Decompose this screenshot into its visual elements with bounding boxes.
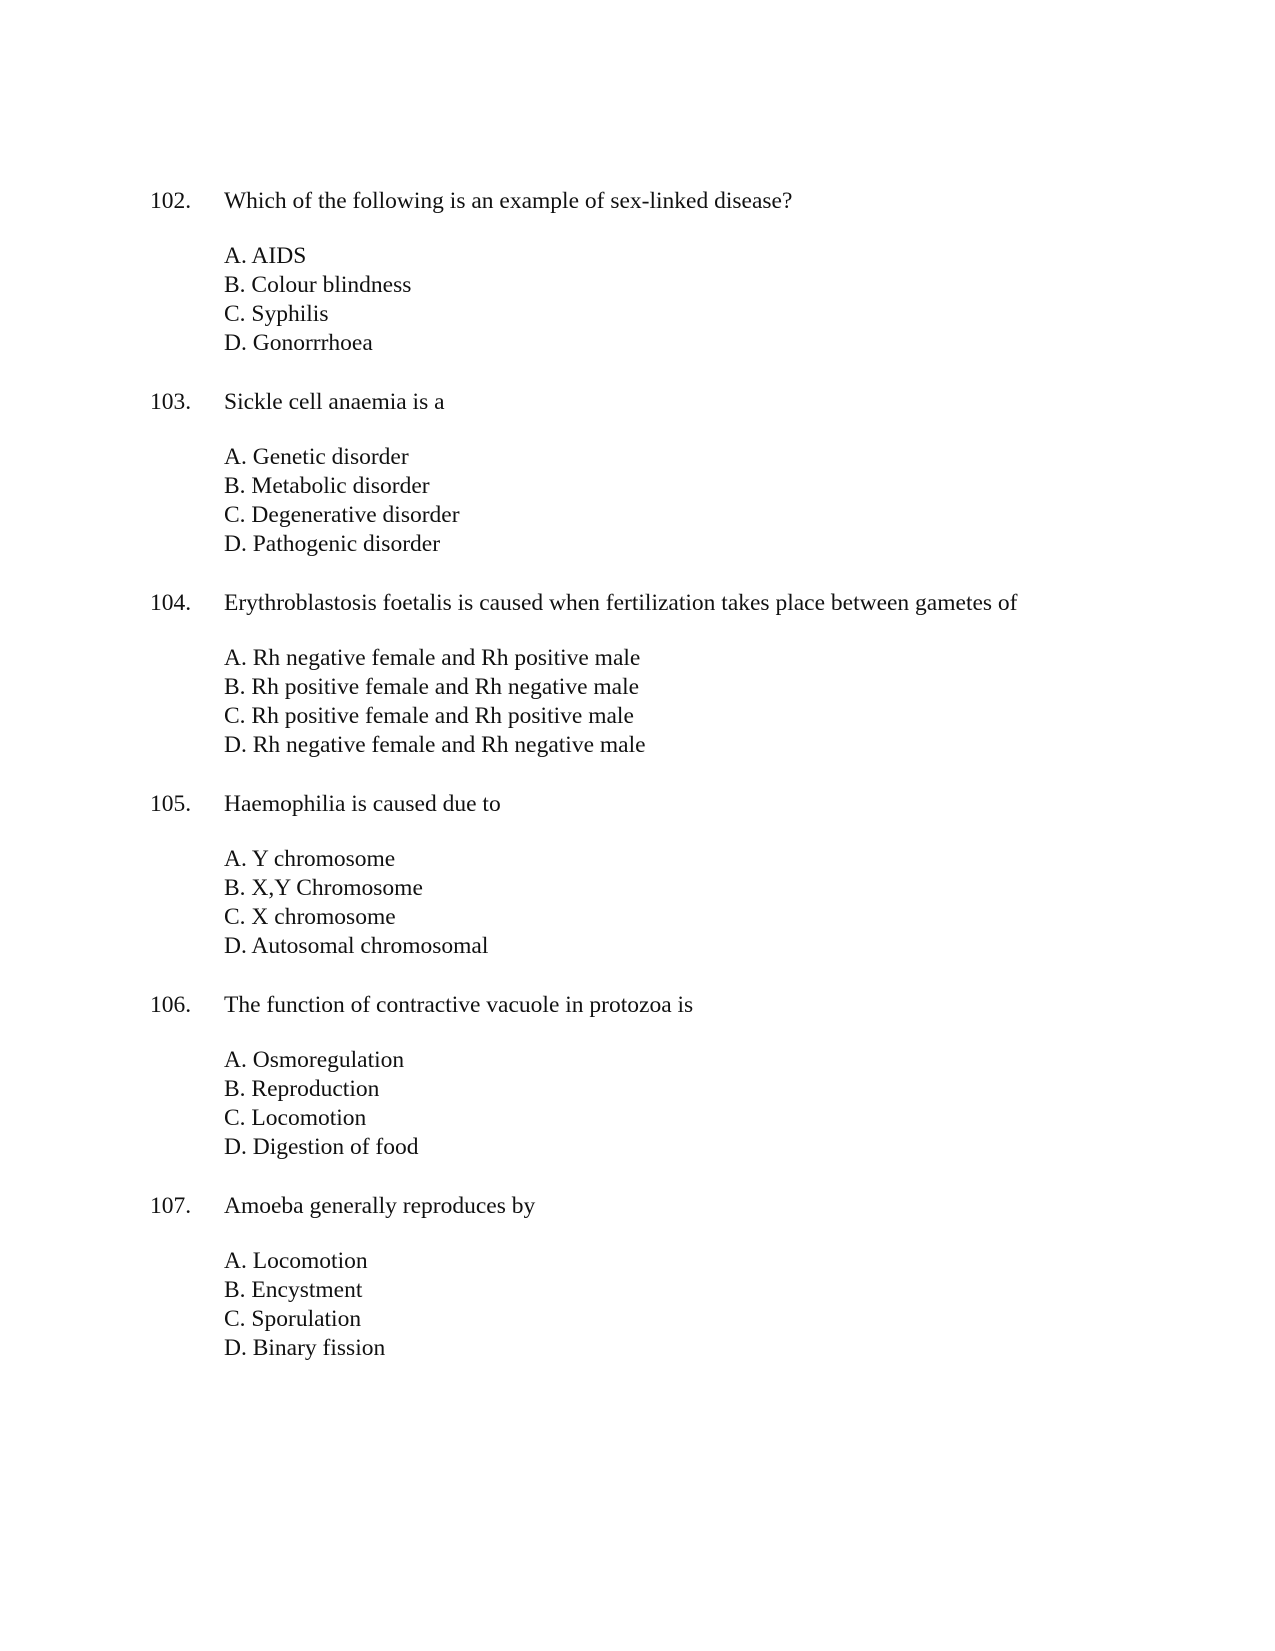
option-list	[224, 443, 460, 559]
question-line	[150, 1191, 1150, 1221]
option-c: C. Degenerative disorder	[224, 502, 460, 528]
question-106	[150, 990, 1150, 1160]
question-number: 102.	[150, 188, 192, 214]
option-d: D. Gonorrrhoea	[224, 330, 373, 356]
question-number: 103.	[150, 389, 192, 415]
option-a: A. Genetic disorder	[224, 444, 409, 470]
option-d: D. Pathogenic disorder	[224, 531, 441, 557]
option-list	[224, 242, 411, 358]
option-a: A. Y chromosome	[224, 846, 396, 872]
option-list	[224, 1247, 385, 1363]
option-c: C. Sporulation	[224, 1306, 362, 1332]
option-b: B. X,Y Chromosome	[224, 875, 423, 901]
question-text: The function of contractive vacuole in protozoa is	[224, 992, 694, 1018]
option-d: D. Digestion of food	[224, 1134, 419, 1160]
option-a: A. Rh negative female and Rh positive male	[224, 645, 641, 671]
question-line	[150, 789, 1150, 819]
question-102	[150, 186, 1150, 356]
question-number: 105.	[150, 791, 192, 817]
option-b: B. Encystment	[224, 1277, 363, 1303]
option-a: A. Osmoregulation	[224, 1047, 405, 1073]
option-list	[224, 1046, 419, 1162]
question-line	[150, 588, 1150, 618]
option-b: B. Reproduction	[224, 1076, 380, 1102]
option-a: A. Locomotion	[224, 1248, 368, 1274]
question-text: Which of the following is an example of sex-linked disease?	[224, 188, 793, 214]
question-105	[150, 789, 1150, 959]
question-107	[150, 1191, 1150, 1361]
option-list	[224, 644, 646, 760]
question-line	[150, 387, 1150, 417]
option-b: B. Colour blindness	[224, 272, 412, 298]
option-c: C. Syphilis	[224, 301, 329, 327]
question-text: Sickle cell anaemia is a	[224, 389, 445, 415]
question-103	[150, 387, 1150, 557]
question-number: 106.	[150, 992, 192, 1018]
option-d: D. Rh negative female and Rh negative male	[224, 732, 646, 758]
option-b: B. Rh positive female and Rh negative male	[224, 674, 640, 700]
question-text: Erythroblastosis foetalis is caused when fertilization takes place between gametes of	[224, 590, 1018, 616]
question-text: Haemophilia is caused due to	[224, 791, 501, 817]
question-number: 107.	[150, 1193, 192, 1219]
option-c: C. Rh positive female and Rh positive male	[224, 703, 634, 729]
question-line	[150, 990, 1150, 1020]
question-number: 104.	[150, 590, 192, 616]
option-c: C. X chromosome	[224, 904, 396, 930]
option-c: C. Locomotion	[224, 1105, 367, 1131]
option-list	[224, 845, 488, 961]
question-104	[150, 588, 1150, 758]
option-d: D. Binary fission	[224, 1335, 386, 1361]
option-b: B. Metabolic disorder	[224, 473, 430, 499]
question-line	[150, 186, 1150, 216]
option-d: D. Autosomal chromosomal	[224, 933, 489, 959]
question-text: Amoeba generally reproduces by	[224, 1193, 536, 1219]
option-a: A. AIDS	[224, 243, 307, 269]
